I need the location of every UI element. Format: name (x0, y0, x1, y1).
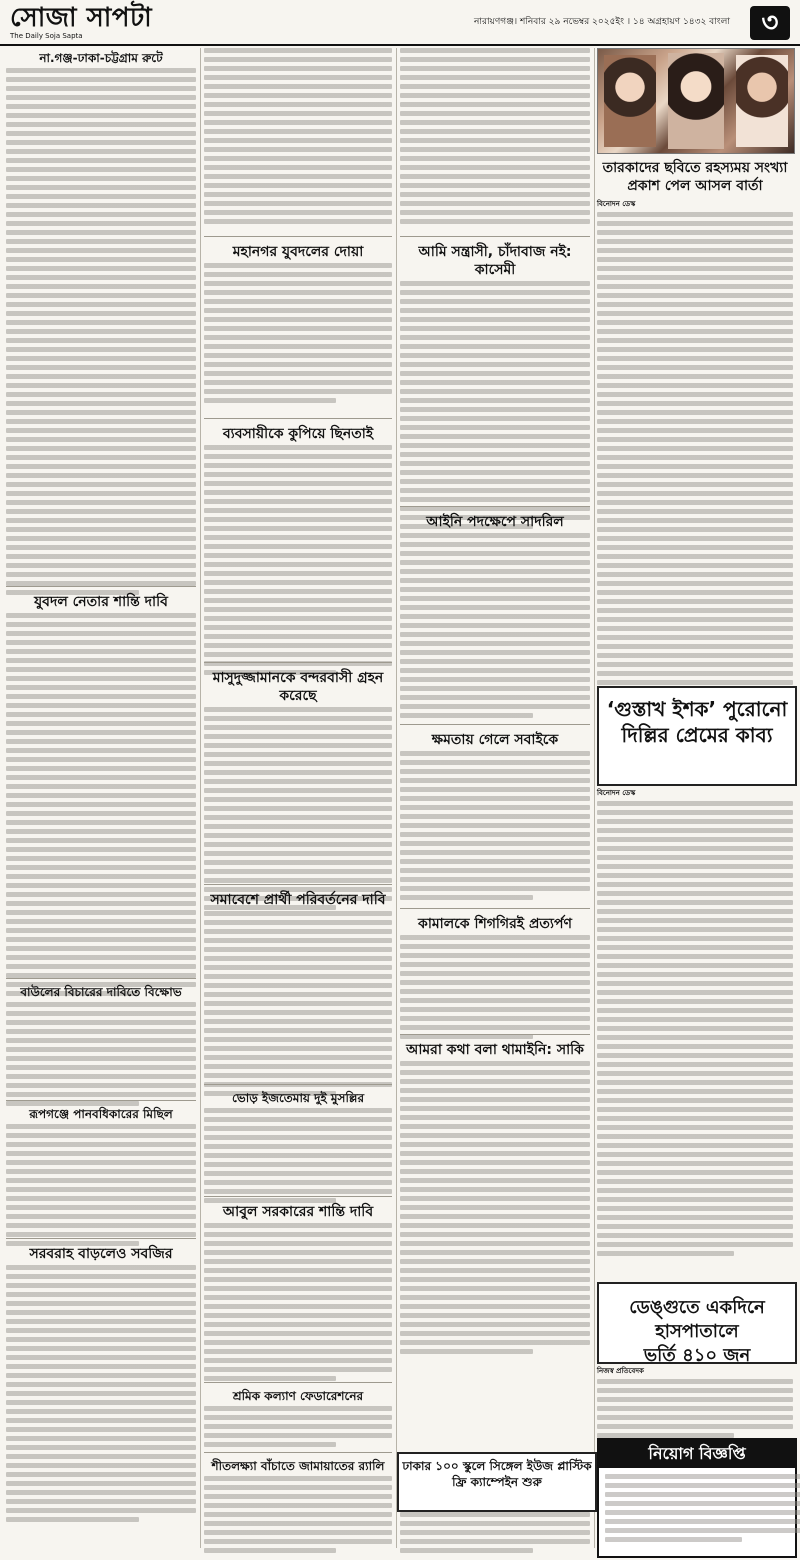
headline: দিল্লির প্রেমের কাব্য (621, 723, 773, 747)
headline: রূপগঞ্জে পানবধিকারের মিছিল (29, 1107, 173, 1121)
article-masuduzzaman (204, 666, 392, 914)
article-dengue (597, 1282, 797, 1364)
newspaper-tagline: The Daily Soja Sapta (10, 32, 83, 40)
article-body (204, 707, 392, 910)
newspaper-logo (10, 4, 160, 38)
headline: কামালকে শিগগিরই প্রত্যর্পণ (418, 916, 572, 932)
divider (204, 236, 392, 237)
article-baul (6, 982, 196, 1110)
headline: আমরা কথা বলা থামাইনি: সাকি (406, 1042, 584, 1058)
article-body (204, 1108, 392, 1203)
dateline: নারায়ণগঞ্জ। শনিবার ২৯ নভেম্বর ২০২৫ইং । ১৪ অগ্রহায়ণ ১৪৩২ বাংলা (474, 17, 730, 27)
article-dengue-body (597, 1364, 793, 1442)
article-body (400, 935, 590, 1039)
article-body (204, 445, 392, 675)
job-advertisement (597, 1438, 797, 1558)
headline: যুবদল নেতার শান্তি দাবি (34, 594, 168, 610)
photo-portrait (736, 55, 788, 147)
article-body (400, 281, 590, 529)
article-body (6, 1265, 196, 1522)
divider (204, 1452, 392, 1453)
divider (204, 1196, 392, 1197)
divider (400, 506, 590, 507)
headline: সমাবেশে প্রার্থী পরিবর্তনের দাবি (210, 892, 386, 908)
column-rule (396, 48, 397, 1548)
article-school-plastic (397, 1452, 597, 1512)
article-tarka (597, 156, 793, 698)
column-rule (594, 48, 595, 1548)
article-body (597, 1379, 793, 1438)
divider (400, 1034, 590, 1035)
headline: শ্রমিক কল্যাণ ফেডারেশনের (232, 1389, 364, 1403)
article-khomota (400, 728, 590, 904)
article-body (400, 1061, 590, 1354)
article-sadril (400, 510, 590, 722)
article-body (597, 801, 793, 1256)
article-chhintai (204, 422, 392, 679)
photo-portrait (604, 55, 656, 147)
page-number: ৩ (750, 6, 790, 40)
article-sobji (6, 1242, 196, 1526)
article-na-ganj-route (6, 48, 196, 599)
headline: বাউলের বিচারের দাবিতে বিক্ষোভ (20, 985, 182, 999)
headline: ‘গুস্তাখ ইশক’ পুরোনো (606, 697, 788, 721)
byline: নিজস্ব প্রতিবেদক (597, 1367, 644, 1375)
article-body (204, 1476, 392, 1553)
headline: ক্ষমতায় গেলে সবাইকে (431, 732, 559, 748)
article-col2-top (204, 48, 392, 228)
article-abul-sarkar (204, 1200, 392, 1385)
article-school-body (400, 1512, 590, 1557)
article-rupganj (6, 1104, 196, 1250)
headline: ব্যবসায়ীকে কুপিয়ে ছিনতাই (222, 426, 374, 442)
headline: ঢাকার ১০০ স্কুলে সিঙ্গেল ইউজ প্লাস্টিক ফ্রি ক্যাম্পেইন শুরু (402, 1459, 592, 1489)
article-body (204, 1406, 392, 1447)
article-body (204, 1223, 392, 1381)
headline: ভর্তি ৪১০ জন (643, 1345, 751, 1366)
divider (6, 1100, 196, 1101)
article-gustakh-ishq (597, 686, 797, 786)
divider (6, 978, 196, 979)
article-body (6, 1124, 196, 1246)
divider (6, 1238, 196, 1239)
article-gustakh-body (597, 786, 793, 1260)
headline: আবুল সরকারের শান্তি দাবি (222, 1204, 374, 1220)
headline: সরবরাহ বাড়লেও সবজির (29, 1246, 173, 1262)
article-body (204, 48, 392, 224)
divider (400, 908, 590, 909)
divider (204, 662, 392, 663)
article-body (6, 68, 196, 595)
article-shitalakshya (204, 1456, 392, 1557)
article-kasemi (400, 240, 590, 533)
divider (204, 418, 392, 419)
column-rule (200, 48, 201, 1548)
headline: মাসুদুজ্জামানকে বন্দরবাসী গ্রহন করেছে (212, 670, 384, 704)
masthead (0, 0, 800, 46)
headline: তারকাদের ছবিতে রহস্যময় সংখ্যা প্রকাশ পেল আসল বার্তা (602, 160, 788, 194)
article-somabesh (204, 888, 392, 1100)
article-saki (400, 1038, 590, 1358)
article-kamal (400, 912, 590, 1043)
article-jubodol (6, 590, 196, 1000)
article-body (400, 533, 590, 718)
byline: বিনোদন ডেস্ক (597, 789, 636, 797)
article-col3-top (400, 48, 590, 228)
headline: আমি সন্ত্রাসী, চাঁদাবাজ নই: কাসেমী (418, 244, 572, 278)
article-body (204, 911, 392, 1096)
article-body (400, 48, 590, 224)
divider (204, 1382, 392, 1383)
article-body (6, 613, 196, 996)
article-body (597, 212, 793, 694)
article-body (6, 1002, 196, 1106)
newspaper-name: সোজা সাপটা (10, 3, 153, 33)
byline: বিনোদন ডেস্ক (597, 200, 636, 208)
divider (400, 724, 590, 725)
ad-body (599, 1468, 800, 1542)
article-shromik (204, 1386, 392, 1451)
photo-portrait (668, 53, 724, 149)
article-ijtema (204, 1088, 392, 1207)
headline: ডেঙ্গুতে একদিনে হাসপাতালে (629, 1297, 765, 1342)
job-title: নিয়োগ বিজ্ঞপ্তি (599, 1440, 795, 1468)
article-body (400, 751, 590, 900)
headline: না.গঞ্জ-ঢাকা-চট্টগ্রাম রুটে (39, 51, 163, 65)
article-body (400, 1512, 590, 1553)
divider (204, 884, 392, 885)
divider (6, 586, 196, 587)
headline: আইনি পদক্ষেপে সাদরিল (426, 514, 564, 530)
headline: মহানগর যুবদলের দোয়া (232, 244, 364, 260)
headline: ভোড় ইজতেমায় দুই মুসল্লির (231, 1091, 365, 1105)
divider (400, 236, 590, 237)
article-mohanagar (204, 240, 392, 407)
divider (204, 1084, 392, 1085)
headline: শীতলক্ষ্যা বাঁচাতে জামায়াতের র‍্যালি (211, 1459, 385, 1473)
article-body (204, 263, 392, 403)
actress-photo-collage (597, 48, 795, 154)
